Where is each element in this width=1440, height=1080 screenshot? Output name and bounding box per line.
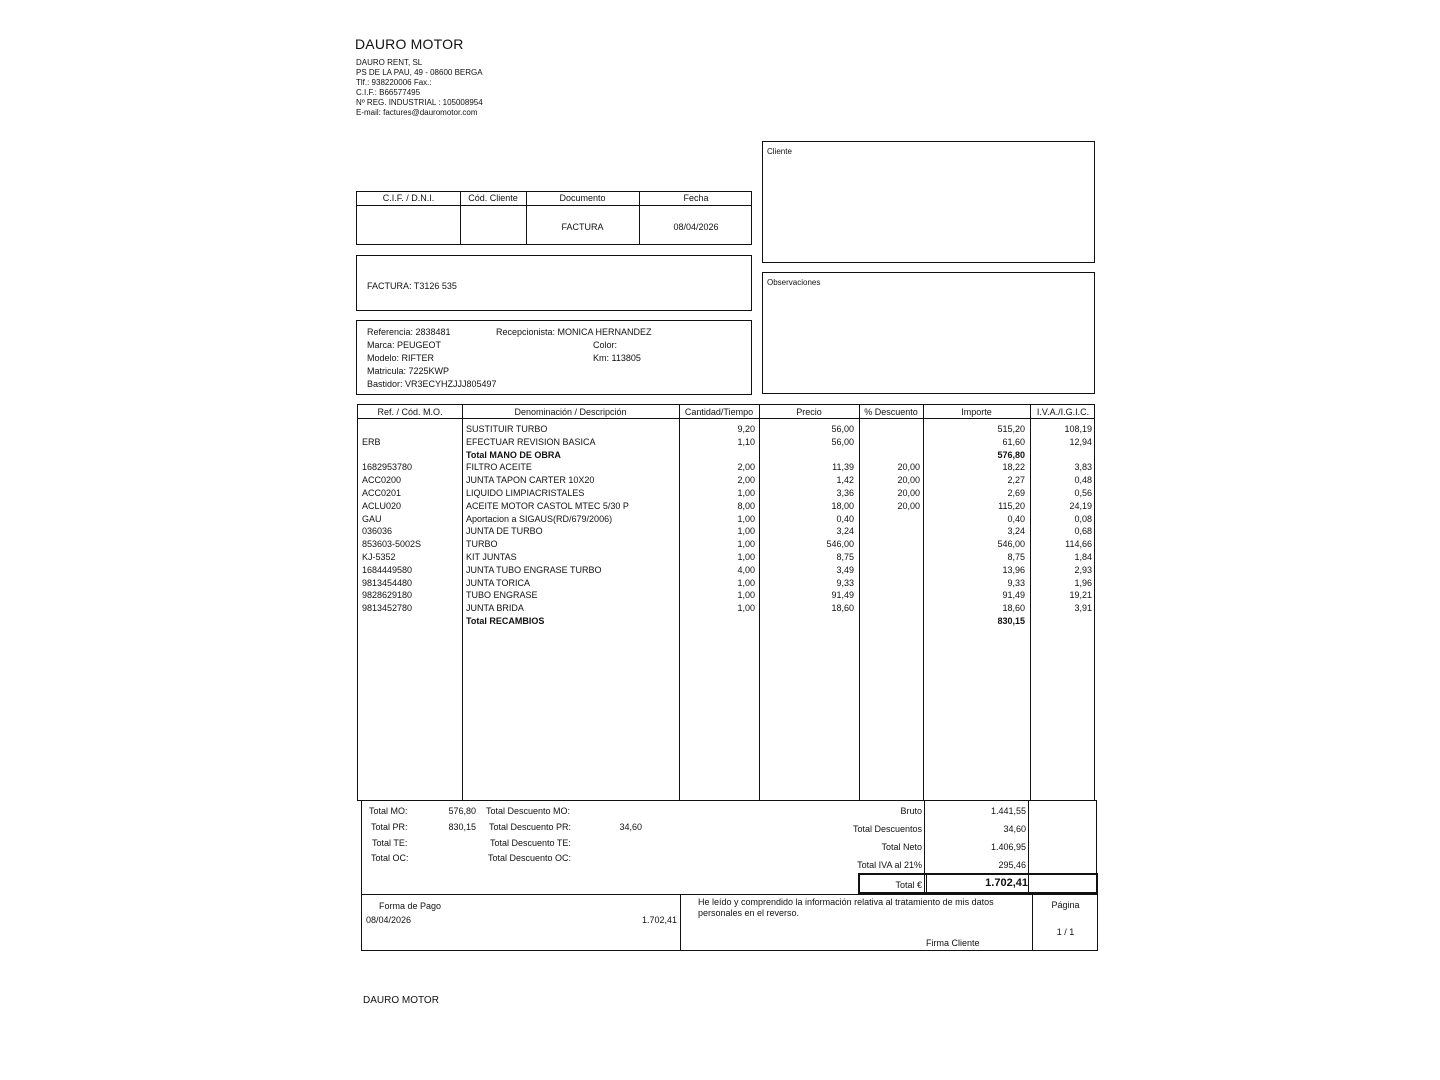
totals-area: [361, 800, 1097, 895]
row-vat: 1,96: [1074, 577, 1092, 588]
bruto-value: 1.441,55: [990, 806, 1026, 816]
table-row: [358, 602, 1096, 615]
row-description: JUNTA TORICA: [466, 577, 531, 588]
row-ref: KJ-5352: [362, 552, 396, 562]
invoice-number: FACTURA: T3126 535: [367, 281, 457, 291]
col-price-header: Precio: [796, 407, 822, 417]
total-disc-oc-label: Total Descuento OC:: [488, 853, 572, 863]
row-quantity: 9,20: [737, 424, 755, 434]
row-ref: ERB: [362, 436, 381, 447]
row-vat: 24,19: [1069, 500, 1092, 511]
row-amount: 8,75: [1007, 552, 1025, 562]
row-ref: 036036: [362, 526, 393, 537]
payment-amount: 1.702,41: [641, 915, 677, 925]
row-ref: ACC0200: [362, 475, 402, 486]
row-amount: 3,24: [1007, 526, 1025, 537]
row-price: 56,00: [831, 436, 854, 447]
total-iva-value: 295,46: [998, 860, 1026, 870]
total-mo-label: Total MO:: [369, 806, 408, 816]
row-description: FILTRO ACEITE: [466, 462, 532, 473]
row-amount: 576,80: [997, 449, 1025, 460]
vehicle-vin: Bastidor: VR3ECYHZJJJ805497: [367, 379, 497, 389]
row-amount: 830,15: [997, 616, 1025, 626]
row-description: JUNTA TAPON CARTER 10X20: [466, 475, 595, 486]
table-row: [358, 615, 1096, 628]
row-quantity: 1,00: [737, 603, 755, 614]
total-descuentos-label: Total Descuentos: [852, 824, 922, 834]
client-code-header: Cód. Cliente: [468, 193, 518, 203]
row-description: KIT JUNTAS: [466, 552, 517, 562]
row-amount: 18,60: [1002, 603, 1025, 614]
row-description: JUNTA DE TURBO: [466, 526, 543, 537]
total-disc-pr-label: Total Descuento PR:: [489, 822, 572, 832]
row-ref: 9813454480: [362, 577, 413, 588]
vehicle-plate: Matricula: 7225KWP: [367, 366, 450, 376]
table-row: [358, 423, 1096, 436]
row-vat: 3,91: [1074, 603, 1092, 614]
document-header-table: [356, 191, 752, 245]
col-amount-header: Importe: [961, 407, 992, 417]
total-descuentos-value: 34,60: [1003, 824, 1026, 834]
total-disc-te-label: Total Descuento TE:: [490, 838, 571, 848]
row-quantity: 1,00: [737, 590, 755, 601]
payment-method-label: Forma de Pago: [379, 901, 442, 911]
footer-area: [361, 894, 1098, 951]
row-price: 8,75: [836, 552, 854, 562]
vehicle-info-box: [356, 320, 752, 395]
row-vat: 2,93: [1074, 564, 1092, 575]
row-quantity: 8,00: [737, 500, 755, 511]
document-header: Documento: [559, 193, 606, 203]
firma-cliente-label: Firma Cliente: [926, 938, 980, 948]
row-amount: 91,49: [1002, 590, 1025, 601]
row-description: TURBO: [466, 539, 498, 550]
row-amount: 13,96: [1002, 564, 1025, 575]
grand-total-value: 1.702,41: [985, 877, 1028, 889]
observaciones-box: [762, 272, 1095, 394]
total-disc-pr-value: 34,60: [619, 822, 642, 832]
row-description: Total RECAMBIOS: [466, 616, 545, 626]
total-pr-label: Total PR:: [371, 822, 408, 832]
vehicle-km: Km: 113805: [593, 353, 641, 363]
row-price: 0,40: [836, 513, 854, 524]
row-description: JUNTA TUBO ENGRASE TURBO: [466, 564, 602, 575]
row-quantity: 2,00: [737, 475, 755, 486]
privacy-notice: He leído y comprendido la información relativa al tratamiento de mis datos personales en el reverso.: [698, 897, 994, 918]
row-ref: ACLU020: [362, 500, 402, 511]
row-price: 546,00: [826, 539, 854, 550]
row-description: ACEITE MOTOR CASTOL MTEC 5/30 P: [466, 500, 629, 511]
row-quantity: 4,00: [737, 564, 755, 575]
total-iva-label: Total IVA al 21%: [857, 860, 922, 870]
row-vat: 0,68: [1074, 526, 1092, 537]
table-row: [358, 589, 1096, 602]
row-price: 18,60: [831, 603, 854, 614]
row-ref: GAU: [362, 513, 382, 524]
table-row: [358, 449, 1096, 462]
row-ref: 1682953780: [362, 462, 413, 473]
line-items-table: [357, 404, 1095, 801]
table-row: [358, 474, 1096, 487]
table-row: [358, 513, 1096, 526]
table-row: [358, 577, 1096, 590]
row-description: LIQUIDO LIMPIACRISTALES: [466, 488, 585, 498]
row-price: 3,36: [836, 488, 854, 498]
row-quantity: 1,00: [737, 513, 755, 524]
row-quantity: 1,00: [737, 488, 755, 498]
row-description: Total MANO DE OBRA: [466, 449, 561, 460]
company-industrial-reg: Nº REG. INDUSTRIAL : 105008954: [356, 98, 483, 107]
total-oc-label: Total OC:: [371, 853, 409, 863]
row-ref: 853603-5002S: [362, 539, 422, 550]
col-description-header: Denominación / Descripción: [514, 407, 627, 417]
vehicle-brand: Marca: PEUGEOT: [367, 340, 442, 350]
row-vat: 0,48: [1074, 475, 1092, 486]
table-row: [358, 436, 1096, 449]
vehicle-model: Modelo: RIFTER: [367, 353, 435, 363]
total-neto-value: 1.406,95: [990, 842, 1026, 852]
row-vat: 0,08: [1074, 513, 1092, 524]
row-discount: 20,00: [897, 488, 920, 498]
row-vat: 19,21: [1069, 590, 1092, 601]
total-disc-mo-label: Total Descuento MO:: [486, 806, 571, 816]
row-quantity: 1,00: [737, 526, 755, 537]
col-vat-header: I.V.A./I.G.I.C.: [1036, 407, 1090, 417]
row-description: SUSTITUIR TURBO: [466, 424, 548, 434]
row-price: 91,49: [831, 590, 854, 601]
row-vat: 114,66: [1065, 539, 1092, 550]
col-ref-header: Ref. / Cód. M.O.: [377, 407, 443, 417]
row-amount: 546,00: [997, 539, 1025, 550]
vehicle-reference: Referencia: 2838481: [367, 327, 451, 337]
row-discount: 20,00: [897, 462, 920, 473]
footer-company-name: DAURO MOTOR: [363, 995, 439, 1006]
row-price: 9,33: [836, 577, 854, 588]
row-description: JUNTA BRIDA: [466, 603, 524, 614]
row-quantity: 1,00: [737, 552, 755, 562]
date-header: Fecha: [683, 193, 709, 203]
row-price: 1,42: [836, 475, 854, 486]
row-quantity: 1,10: [737, 436, 755, 447]
company-details: [356, 58, 576, 118]
row-quantity: 1,00: [737, 539, 755, 550]
company-phone: Tlf.: 938220006 Fax.:: [356, 78, 432, 87]
row-amount: 2,69: [1007, 488, 1025, 498]
company-legal-name: DAURO RENT, SL: [356, 58, 423, 67]
table-row: [358, 525, 1096, 538]
company-address: PS DE LA PAU, 49 - 08600 BERGA: [356, 68, 483, 77]
col-quantity-header: Cantidad/Tiempo: [684, 407, 754, 417]
document-type: FACTURA: [561, 222, 604, 232]
total-te-label: Total TE:: [372, 838, 408, 848]
cliente-label: Cliente: [767, 147, 792, 156]
row-price: 3,24: [836, 526, 854, 537]
row-amount: 18,22: [1002, 462, 1025, 473]
row-price: 11,39: [832, 462, 854, 473]
table-row: [358, 487, 1096, 500]
table-row: [358, 551, 1096, 564]
table-row: [358, 538, 1096, 551]
row-quantity: 1,00: [737, 577, 755, 588]
row-quantity: 2,00: [737, 462, 755, 473]
payment-date: 08/04/2026: [366, 915, 412, 925]
cliente-box: [762, 141, 1095, 263]
row-vat: 12,94: [1069, 436, 1092, 447]
row-amount: 2,27: [1007, 475, 1025, 486]
total-neto-label: Total Neto: [881, 842, 922, 852]
row-ref: 9813452780: [362, 603, 413, 614]
invoice-number-box: [356, 255, 752, 311]
row-price: 56,00: [831, 424, 854, 434]
row-price: 18,00: [831, 500, 854, 511]
total-mo-value: 576,80: [448, 806, 476, 816]
row-amount: 0,40: [1007, 513, 1025, 524]
observaciones-label: Observaciones: [767, 278, 821, 287]
company-name: DAURO MOTOR: [355, 36, 464, 52]
grand-total-box: [858, 873, 1098, 894]
row-vat: 108,19: [1064, 424, 1092, 434]
row-amount: 61,60: [1002, 436, 1025, 447]
row-amount: 515,20: [997, 424, 1025, 434]
vehicle-receptionist: Recepcionista: MONICA HERNANDEZ: [496, 327, 652, 337]
document-date: 08/04/2026: [673, 222, 719, 232]
row-amount: 9,33: [1007, 577, 1025, 588]
row-ref: 9828629180: [362, 590, 413, 601]
row-description: Aportacion a SIGAUS(RD/679/2006): [466, 513, 613, 524]
vehicle-color: Color:: [593, 340, 618, 350]
company-cif: C.I.F.: B66577495: [356, 88, 421, 97]
bruto-label: Bruto: [900, 806, 922, 816]
page-label: Página: [1051, 900, 1080, 910]
row-discount: 20,00: [897, 500, 920, 511]
total-pr-value: 830,15: [448, 822, 476, 832]
table-row: [358, 564, 1096, 577]
row-vat: 1,84: [1074, 552, 1092, 562]
col-discount-header: % Descuento: [864, 407, 918, 417]
page-number: 1 / 1: [1056, 927, 1075, 937]
row-description: EFECTUAR REVISION BASICA: [466, 436, 596, 447]
row-vat: 0,56: [1074, 488, 1092, 498]
table-row: [358, 461, 1096, 474]
row-ref: ACC0201: [362, 488, 402, 498]
row-discount: 20,00: [897, 475, 920, 486]
row-price: 3,49: [836, 564, 854, 575]
row-amount: 115,20: [998, 500, 1025, 511]
row-description: TUBO ENGRASE: [466, 590, 538, 601]
table-row: [358, 500, 1096, 513]
grand-total-label: Total €: [895, 880, 922, 890]
row-ref: 1684449580: [362, 564, 413, 575]
row-vat: 3,83: [1074, 462, 1092, 473]
company-email: E-mail: factures@dauromotor.com: [356, 108, 478, 117]
cif-header: C.I.F. / D.N.I.: [382, 193, 435, 203]
